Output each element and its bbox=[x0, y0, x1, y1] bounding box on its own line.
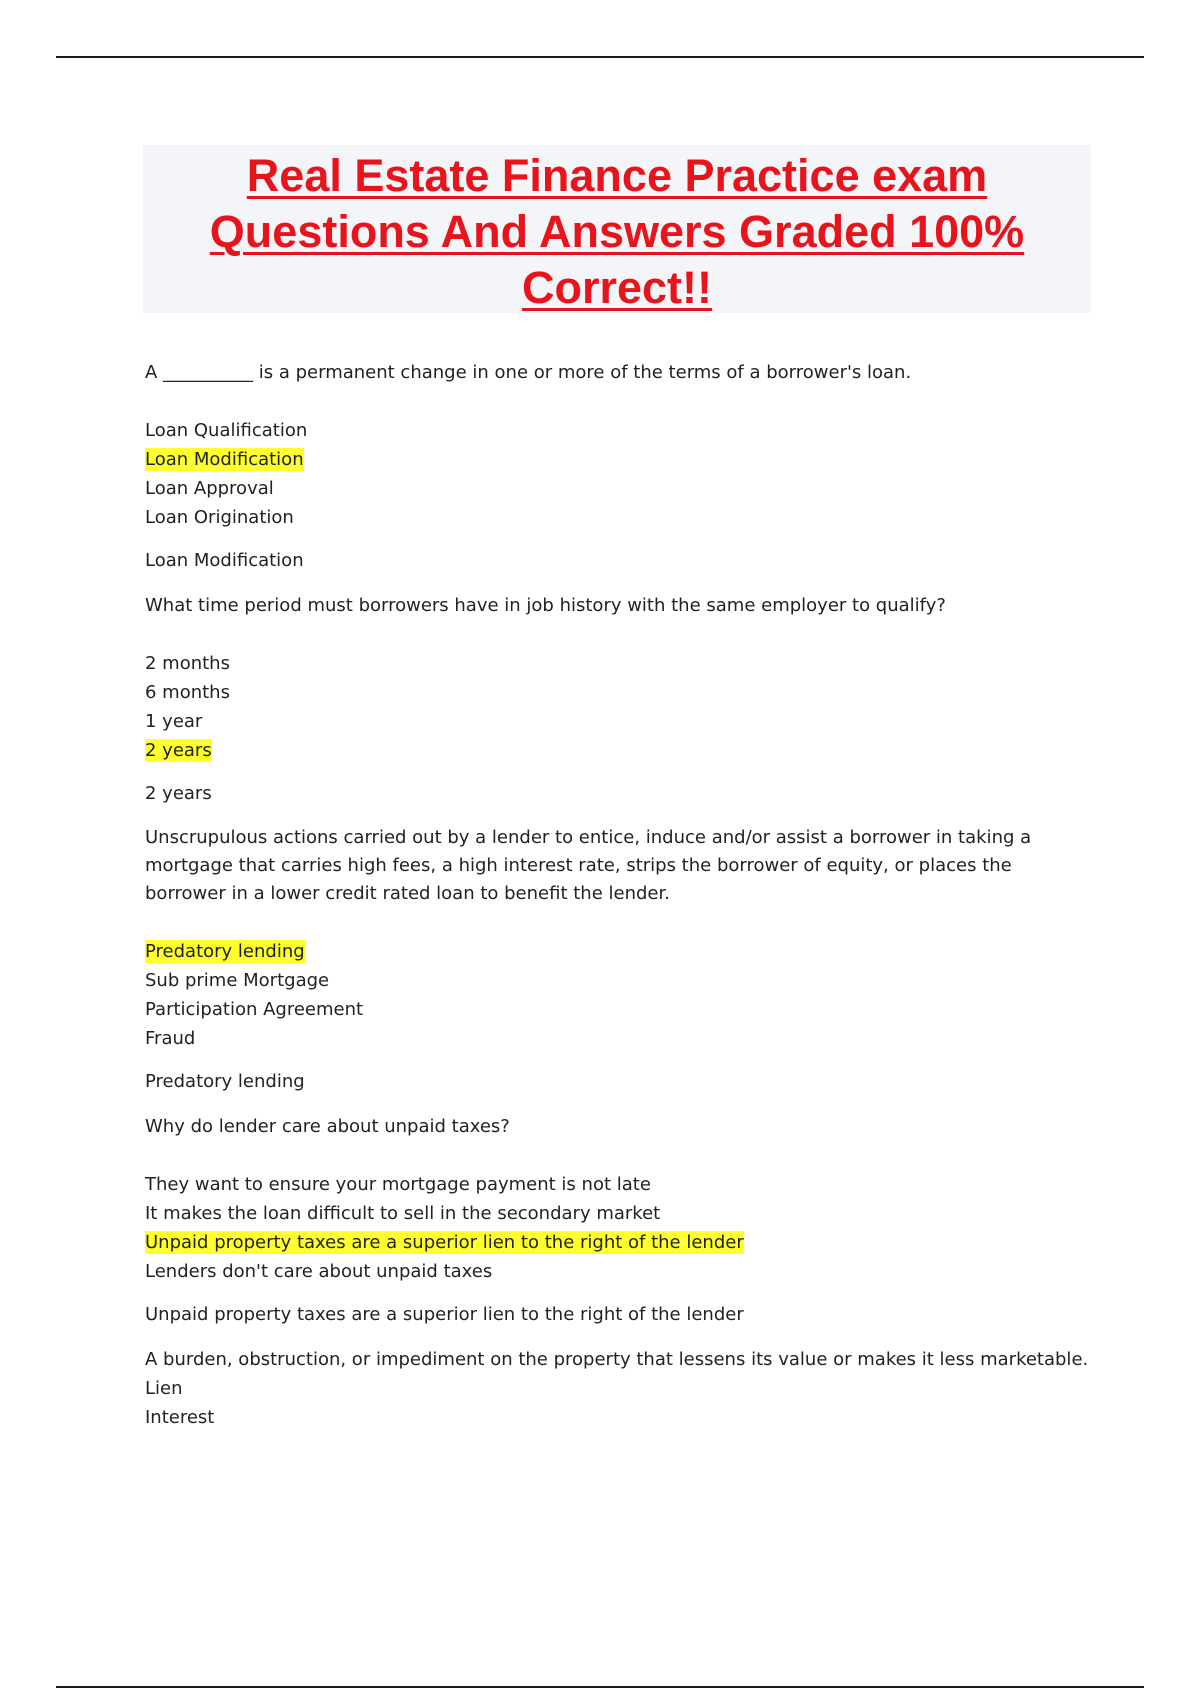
question-text: A __________ is a permanent change in one or more of the terms of a borrower's loan. bbox=[145, 362, 912, 383]
question-block bbox=[145, 1112, 1095, 1329]
option: Lenders don't care about unpaid taxes bbox=[145, 1261, 493, 1282]
document-title bbox=[143, 145, 1091, 313]
option-list bbox=[145, 416, 1095, 532]
answer-text: 2 years bbox=[145, 783, 212, 804]
question-block bbox=[145, 1345, 1095, 1432]
option-list bbox=[145, 937, 1095, 1053]
bottom-rule bbox=[56, 1686, 1144, 1688]
option: Interest bbox=[145, 1407, 215, 1428]
question-text: Why do lender care about unpaid taxes? bbox=[145, 1116, 510, 1137]
title-line-3: Correct!! bbox=[521, 262, 713, 313]
option: 6 months bbox=[145, 682, 230, 703]
question-block bbox=[145, 824, 1095, 1096]
title-line-2: Questions And Answers Graded 100% bbox=[209, 206, 1025, 257]
title-line-1: Real Estate Finance Practice exam bbox=[246, 150, 988, 201]
option: It makes the loan difficult to sell in the secondary market bbox=[145, 1203, 661, 1224]
question-text: A burden, obstruction, or impediment on the property that lessens its value or makes it less marketable. bbox=[145, 1349, 1089, 1370]
option-highlighted: Predatory lending bbox=[145, 941, 305, 962]
question-block bbox=[145, 591, 1095, 808]
question-text: What time period must borrowers have in job history with the same employer to qualify? bbox=[145, 595, 946, 616]
option: 2 months bbox=[145, 653, 230, 674]
answer-text: Predatory lending bbox=[145, 1071, 305, 1092]
option: Lien bbox=[145, 1378, 183, 1399]
option-list bbox=[145, 1170, 1095, 1286]
question-text: Unscrupulous actions carried out by a lender to entice, induce and/or assist a borrower in taking a mortgage that carries high fees, a high interest rate, strips the borrower of equity, or places the borrower in a lower credit rated loan to benefit the lender. bbox=[145, 827, 1032, 904]
option-list bbox=[145, 649, 1095, 765]
option: Sub prime Mortgage bbox=[145, 970, 330, 991]
option: 1 year bbox=[145, 711, 203, 732]
option: They want to ensure your mortgage payment is not late bbox=[145, 1174, 651, 1195]
option-list bbox=[145, 1374, 1095, 1432]
option: Participation Agreement bbox=[145, 999, 364, 1020]
option: Fraud bbox=[145, 1028, 196, 1049]
question-list bbox=[145, 358, 1095, 1432]
option-highlighted: Unpaid property taxes are a superior lien to the right of the lender bbox=[145, 1232, 744, 1253]
top-rule bbox=[56, 56, 1144, 58]
option-highlighted: Loan Modification bbox=[145, 449, 304, 470]
option: Loan Qualification bbox=[145, 420, 308, 441]
answer-text: Unpaid property taxes are a superior lien to the right of the lender bbox=[145, 1304, 744, 1325]
option: Loan Origination bbox=[145, 507, 294, 528]
question-block bbox=[145, 358, 1095, 575]
option: Loan Approval bbox=[145, 478, 274, 499]
answer-text: Loan Modification bbox=[145, 550, 304, 571]
option-highlighted: 2 years bbox=[145, 740, 212, 761]
